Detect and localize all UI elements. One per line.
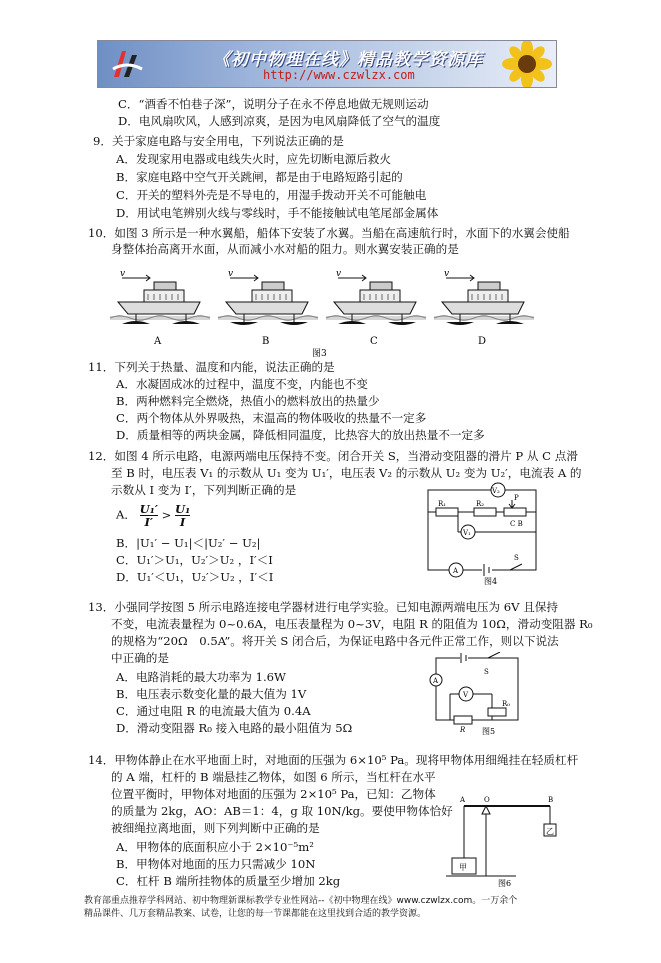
fig4-r2-label: R₂	[476, 500, 485, 508]
fig3-velocity-c: v	[336, 269, 342, 279]
text-line: 的质量为 2kg，AO：AB＝1：4，g 取 10N/kg。要使甲物体恰好	[111, 804, 453, 818]
footer-line-1: 教育部重点推荐学科网站、初中物理新课标教学专业性网站--《初中物理在线》www.czwlzx.com。一万余个	[84, 896, 518, 906]
boat-option-a	[110, 275, 210, 324]
fig5-a-label: A	[433, 677, 439, 685]
fig4-v1-label: V₁	[463, 529, 471, 537]
text-line: B．电压表示数变化量的最大值为 1V	[116, 687, 307, 701]
banner-title: 《初中物理在线》精品教学资源库	[213, 50, 483, 70]
text-line: 10．如图 3 所示是一种水翼船，船体下安装了水翼。当船在高速航行时，水面下的水翼会使船	[88, 226, 570, 240]
text-line: 中正确的是	[111, 651, 169, 665]
figure-3-hydrofoil-boats	[100, 268, 540, 358]
text-line: A．发现家用电器或电线失火时，应先切断电源后救火	[116, 152, 392, 166]
text-line: C．开关的塑料外壳是不导电的，用湿手拨动开关不可能触电	[116, 188, 427, 202]
text-line: 13．小强同学按图 5 所示电路连接电学器材进行电学实验。已知电源两端电压为 6V 且保持	[88, 600, 558, 614]
text-line: C．U₁′＞U₁，U₂′＞U₂ ，I′＜I	[116, 553, 273, 567]
fig3-label-d: D	[478, 336, 487, 347]
boat-option-c	[326, 275, 426, 325]
fig6-b-label: B	[548, 796, 554, 804]
text-line: B．家庭电路中空气开关跳闸，都是由于电路短路引起的	[116, 170, 403, 184]
page-footer	[84, 895, 584, 921]
text-line: C．杠杆 B 端所挂物体的质量至少增加 2kg	[116, 874, 341, 888]
text-line: 14．甲物体静止在水平地面上时，对地面的压强为 6×10⁵ Pa。现将甲物体用细绳挂在轻质杠杆	[88, 753, 579, 767]
text-line: D．用试电笔辨别火线与零线时，手不能接触试电笔尾部金属体	[116, 206, 439, 220]
fig3-label-b: B	[262, 336, 270, 347]
fig6-caption: 图6	[498, 879, 512, 888]
fraction-den-1: I′	[144, 515, 154, 529]
banner-url: http://www.czwlzx.com	[263, 68, 415, 82]
text-line: B．甲物体对地面的压力只需减少 10N	[116, 857, 316, 871]
figure-5-circuit	[426, 652, 526, 736]
boat-option-d	[434, 275, 534, 325]
fig6-o-label: O	[484, 796, 490, 804]
fig3-velocity-a: v	[120, 269, 126, 279]
text-line: 被细绳拉离地面，则下列判断中正确的是	[111, 821, 320, 835]
text-line: 的 A 端，杠杆的 B 端悬挂乙物体，如图 6 所示，当杠杆在水平	[111, 770, 436, 784]
text-line: 位置平衡时，甲物体对地面的压强为 2×10⁵ Pa，已知：乙物体	[111, 787, 436, 801]
fig5-v-label: V	[463, 691, 469, 699]
fig4-cb-label: C B	[510, 520, 523, 528]
text-line: 的规格为“20Ω 0.5A”。将开关 S 闭合后，为保证电路中各元件正常工作，则以下说法	[111, 634, 559, 648]
text-line: A．电路消耗的最大功率为 1.6W	[116, 670, 286, 684]
site-logo-icon	[110, 47, 144, 81]
fraction-den-2: I	[179, 515, 186, 529]
text-line: 11．下列关于热量、温度和内能，说法正确的是	[88, 360, 335, 374]
text-line: D．质量相等的两块金属，降低相同温度，比热容大的放出热量不一定多	[116, 428, 485, 442]
option-letter: A．	[116, 507, 136, 522]
text-line: C．通过电阻 R 的电流最大值为 0.4A	[116, 704, 311, 718]
text-line: 示数从 I 变为 I′，下列判断正确的是	[111, 483, 297, 497]
text-line: 不变，电流表量程为 0~0.6A，电压表量程为 0~3V，电阻 R 的阻值为 10Ω，滑动变阻器 R₀	[111, 617, 593, 631]
fig5-r0-label: R₀	[502, 700, 511, 708]
text-line: D．电风扇吹风，人感到凉爽，是因为电风扇降低了空气的温度	[118, 114, 441, 128]
fig3-velocity-d: v	[444, 269, 450, 279]
text-line: A．甲物体的底面积应小于 2×10⁻⁵m²	[116, 840, 314, 854]
text-line: C．“酒香不怕巷子深”，说明分子在永不停息地做无规则运动	[118, 97, 429, 111]
text-line: D．U₁′＜U₁，U₂′＞U₂ ，I′＜I	[116, 570, 274, 584]
fig5-caption: 图5	[482, 727, 496, 736]
fig3-label-c: C	[370, 336, 378, 347]
header-banner	[97, 40, 557, 88]
fraction-num-1: U₁′	[139, 502, 158, 516]
fig3-label-a: A	[154, 336, 162, 347]
fig5-s-label: S	[484, 668, 489, 676]
text-line: A．水凝固成冰的过程中，温度不变，内能也不变	[116, 377, 368, 391]
fig4-p-label: P	[514, 494, 519, 502]
fig3-velocity-b: v	[228, 269, 234, 279]
fraction-num-2: U₁	[175, 502, 191, 516]
text-line: D．滑动变阻器 R₀ 接入电路的最小阻值为 5Ω	[116, 721, 353, 735]
figure-4-circuit	[418, 480, 548, 588]
boat-option-b	[218, 275, 318, 325]
fig6-jia-label: 甲	[459, 863, 467, 872]
q12-option-a	[116, 503, 190, 528]
fig6-yi-label: 乙	[546, 827, 554, 836]
fig3-caption: 图3	[312, 349, 327, 358]
fig4-s-label: S	[514, 554, 519, 562]
text-line: B．|U₁′ − U₁|＜|U₂′ − U₂|	[116, 536, 261, 550]
text-line: C．两个物体从外界吸热，末温高的物体吸收的热量不一定多	[116, 411, 427, 425]
text-line: 12．如图 4 所示电路，电源两端电压保持不变。闭合开关 S，当滑动变阻器的滑片 P 从 C 点滑	[88, 449, 578, 463]
footer-line-2: 精品课件、几万套精品教案、试卷，让您的每一节课都能在这里找到合适的教学资源。	[84, 909, 427, 919]
fig5-r-label: R	[460, 726, 466, 734]
sunflower-icon	[498, 40, 556, 88]
text-line: 身整体抬高离开水面，从而减小水对船的阻力。则水翼安装正确的是	[111, 242, 459, 256]
fig4-a-label: A	[453, 567, 459, 575]
text-line: 9．关于家庭电路与安全用电，下列说法正确的是	[93, 134, 344, 148]
text-line: B．两种燃料完全燃烧，热值小的燃料放出的热量少	[116, 394, 380, 408]
fig6-a-label: A	[460, 796, 466, 804]
fig4-r1-label: R₁	[438, 500, 447, 508]
fraction-relation: >	[161, 508, 172, 522]
fig4-v2-label: V₂	[492, 487, 500, 495]
fig4-caption: 图4	[484, 577, 498, 586]
figure-6-lever	[446, 788, 566, 888]
text-line: 至 B 时，电压表 V₁ 的示数从 U₁ 变为 U₁′，电压表 V₂ 的示数从 U₂ 变为 U₂′，电流表 A 的	[111, 466, 582, 480]
